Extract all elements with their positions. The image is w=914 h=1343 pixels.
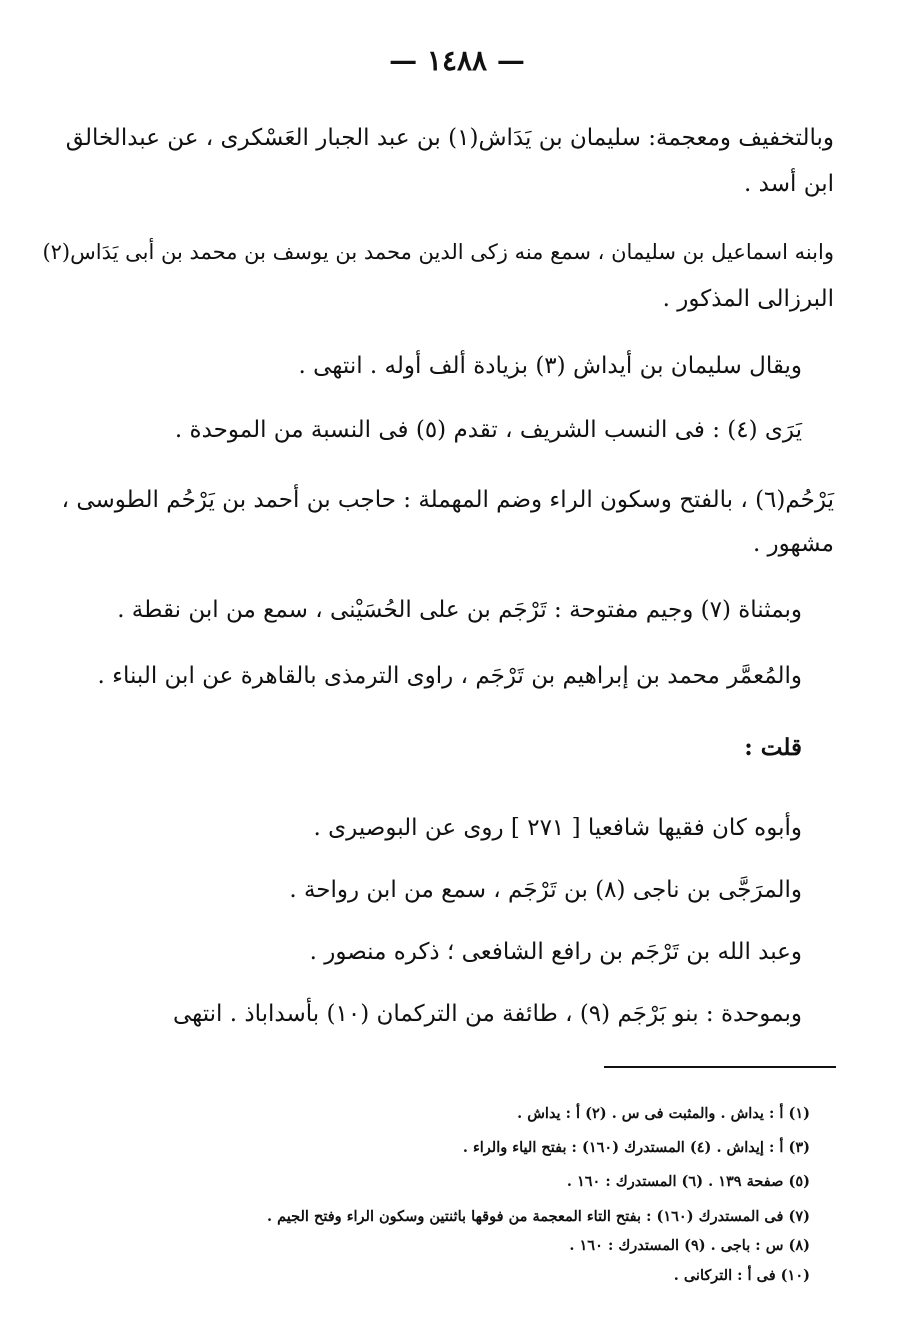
text-line: وأبوه كان فقيها شافعيا [ ٢٧١ ] روى عن البوصيرى .	[313, 815, 802, 841]
footnote-line: (٧) فى المستدرك (١٦٠) : بفتح التاء المعجمة من فوقها باثنتين وسكون الراء وفتح الجيم .	[267, 1208, 810, 1225]
text-line: وبمثناة (٧) وجيم مفتوحة : تَرْجَم بن على الحُسَيْنى ، سمع من ابن نقطة .	[117, 597, 802, 623]
footnote-line: (٥) صفحة ١٣٩ . (٦) المستدرك : ١٦٠ .	[566, 1173, 810, 1190]
footnote-line: (٨) س : باجى . (٩) المستدرك : ١٦٠ .	[569, 1237, 810, 1254]
text-line: وعبد الله بن تَرْجَم بن رافع الشافعى ؛ ذكره منصور .	[309, 939, 802, 965]
footnote-line: (١) أ : يداش . والمثبت فى س . (٢) أ : يداش .	[517, 1105, 810, 1122]
footnote-divider	[604, 1066, 836, 1068]
section-heading: قلت :	[744, 734, 802, 761]
footnote-line: (٣) أ : إيداش . (٤) المستدرك (١٦٠) : بفتح الياء والراء .	[462, 1139, 810, 1156]
page-number: — ١٤٨٨ —	[389, 44, 525, 77]
text-line: مشهور .	[752, 531, 834, 557]
text-line: ويقال سليمان بن أيداش (٣) بزيادة ألف أوله . انتهى .	[298, 353, 802, 379]
text-line: وابنه اسماعيل بن سليمان ، سمع منه زكى الدين محمد بن يوسف بن محمد بن أبى يَدَاس(٢)	[42, 240, 834, 264]
text-line: وبموحدة : بنو بَرْجَم (٩) ، طائفة من التركمان (١٠) بأسداباذ . انتهى	[172, 1001, 802, 1027]
text-line: والمُعمَّر محمد بن إبراهيم بن تَرْجَم ، راوى الترمذى بالقاهرة عن ابن البناء .	[97, 663, 802, 689]
text-line: والمرَجَّى بن ناجى (٨) بن تَرْجَم ، سمع من ابن رواحة .	[289, 877, 802, 903]
text-line: يَرْحُم(٦) ، بالفتح وسكون الراء وضم المهملة : حاجب بن أحمد بن يَرْحُم الطوسى ،	[61, 487, 834, 513]
text-line: ابن أسد .	[744, 171, 834, 197]
footnote-line: (١٠) فى أ : التركانى .	[673, 1267, 810, 1284]
text-line: وبالتخفيف ومعجمة: سليمان بن يَدَاش(١) بن عبد الجبار العَسْكرى ، عن عبدالخالق	[65, 125, 834, 151]
text-line: يَرَى (٤) : فى النسب الشريف ، تقدم (٥) فى النسبة من الموحدة .	[174, 417, 802, 443]
text-line: البرزالى المذكور .	[662, 286, 834, 312]
